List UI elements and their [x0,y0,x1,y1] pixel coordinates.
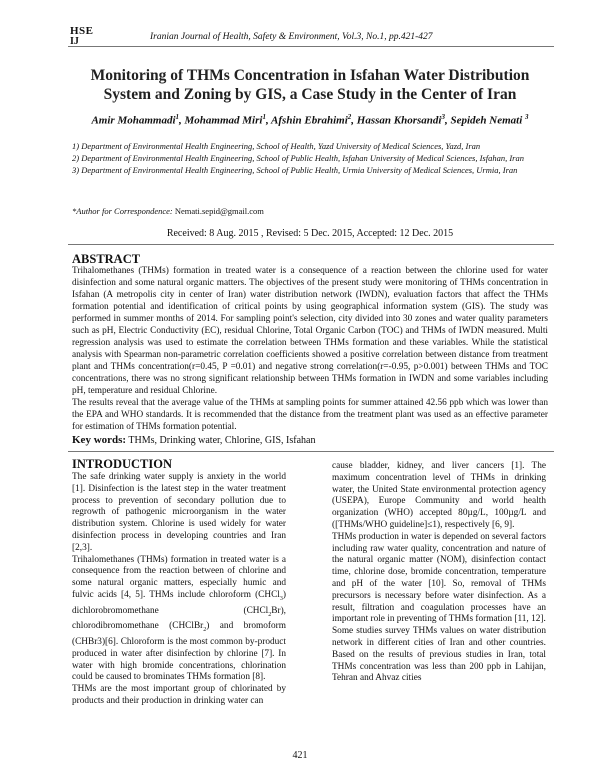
logo-top-text: HSE [70,25,94,37]
body-paragraph [72,555,286,685]
body-paragraph: Some studies survey THMs values on water distribution network in different cities of Iran and other countries. Based on the results of previous studies in Iran, total THMs concentration was less than 200 ppb in Lahijan, Tehran and Ahvaz cities [332,626,546,684]
text-run: ) and bromoform (CHBr3)[6]. Chloroform is the most common by-product produced in water after disinfection by chlorine [7]. In water with high bromide concentrations, chlorination could be caused to brominates THMs formation [8]. [72,621,286,683]
abstract-rule [68,244,554,245]
keywords-label: Key words: [72,434,127,446]
journal-logo [70,26,100,48]
text-run: ) dichlorobromomethane (CHCl [72,589,286,616]
abstract-body [72,265,548,433]
affiliation: 2) Department of Environmental Health Engineering, School of Public Health, Isfahan University of Medical Sciences, Isfahan, Iran [72,153,524,163]
right-column [332,461,546,685]
intro-heading: INTRODUCTION [72,457,173,471]
page-number: 421 [292,750,308,761]
author-name: Hassan Khorsandi [356,114,442,127]
text-run: Trihalomethanes (THMs) formation in treated water is a consequence from the reaction between of chlorine and some natural organic matters, especially humic and fulvic acids [4, 5]. THMs include chloroform (CHCl [72,554,286,600]
affiliation: 1) Department of Environmental Health Engineering, School of Health, Yazd University of Medical Sciences, Yazd, Iran [72,141,481,151]
abstract-heading: ABSTRACT [72,252,141,266]
left-column [72,458,286,708]
subscript: 3 [279,595,283,602]
author-name: Amir Mohammadi [91,114,176,127]
author-sup: 1 [175,113,180,121]
body-paragraph: The safe drinking water supply is anxiety in the world [1]. Disinfection is the latest step in the water treatment process to prevention of secondary pollution due to regrowth of pathogenic microorganism in the water distribution system. Chlorine is used widely for water disinfection process in developing countries and Iran [2,3]. [72,472,286,553]
correspondence-email: Nemati.sepid@gmail.com [174,206,264,216]
keywords [72,434,315,446]
subscript: 2 [203,627,207,634]
received-dates: Received: 8 Aug. 2015 , Revised: 5 Dec. 2015, Accepted: 12 Dec. 2015 [166,228,454,239]
correspondence [72,206,264,216]
text-run: Br), chlorodibromomethane (CHClBr [72,605,286,632]
body-paragraph: THMs production in water is depended on several factors including raw water quality, concentration and nature of the natural organic matter (NOM), disinfection contact time, chlorine dose, bromide concentration, temperature and pH of the water [10]. So, removal of THMs precursors is necessary before water disinfection. As a result, filtration and coagulation processes have an important role in preventing of THMs formation [11, 12]. [332,531,546,625]
journal-header: Iranian Journal of Health, Safety & Environment, Vol.3, No.1, pp.421-427 [150,32,433,42]
paper-title: Monitoring of THMs Concentration in Isfahan Water Distribution System and Zoning by GIS, a Case Study in the Center of Iran [90,67,530,103]
body-paragraph: cause bladder, kidney, and liver cancers [1]. The maximum concentration level of THMs in drinking water, the United State environmental protection agency (USEPA), Europe Community and world health organization (WHO) accepted 80µg/L, 100µg/L and ([THMs/WHO guideline]≤1), respectively [6, 9]. [332,461,546,530]
affiliations [72,141,542,177]
affiliation: 3) Department of Environmental Health Engineering, School of Public Health, Urmia University of Medical Sciences, Urmia, Iran [72,165,518,175]
abstract-paragraph: Trihalomethanes (THMs) formation in treated water is a consequence of a reaction between the chlorine used for water disinfection and some natural organic matters. The objectives of the present study were monitoring of THMs concentration in Isfahan (A metropolis city in center of Iran) water distribution network (IWDN), evaluation factors that affect the THMs formation potential and identification of critical points by using geographical information system (GIS). The study was performed in summer months of 2014. For sampling point's selection, city divided into 30 zones and water quality parameters such as pH, Electric Conductivity (EC), residual Chlorine, Total Organic Carbon (TOC) and THMs of IWDN measured. Multi regression analysis was used to estimate the correlation between THMs formation and these variables. While the statistical analysis with Spearman non-parametric correlation coefficients showed a positive correlation between distance from treatment plant and THMs concentration(r=0.45, P =0.01) and negative strong correlation(r=-0.95, p>0.001) between THMs and TOC concentrations, there was no strong significant relationship between THMs formation in IWDN and some variables including pH, temperature and residual Chlorine. [72,266,548,396]
author-name: Sepideh Nemati [450,114,523,127]
header-rule [68,46,554,47]
keywords-list: THMs, Drinking water, Chlorine, GIS, Isfahan [128,435,316,446]
author-sup: 3 [525,113,529,121]
author-sup: 3 [441,113,445,121]
keywords-rule [68,451,554,452]
author-list: Amir Mohammadi$^1$, Mohammad Miri$^1$, Afshin Ebrahimi$^2$, Hassan Khorsandi$^3$, Sepideh Nemati $^3$ [91,113,529,127]
body-paragraph: THMs are the most important group of chlorinated by products and their production in drinking water can [72,684,286,706]
correspondence-label: *Author for Correspondence: [72,206,173,216]
abstract-paragraph: The results reveal that the average value of the THMs at sampling points for summer attained 42.56 ppb which was lower than the EPA and WHO standards. It is recommended that the distance from the treatment plant was used as an effective parameter for estimation of THMs formation potential. [72,398,548,432]
author-name: Afshin Ebrahimi [271,114,348,127]
logo-bottom-text: IJ [70,36,79,47]
author-name: Mohammad Miri [184,114,263,127]
author-sup: 1 [262,113,266,121]
subscript: 2 [268,611,272,618]
author-sup: 2 [347,113,352,121]
